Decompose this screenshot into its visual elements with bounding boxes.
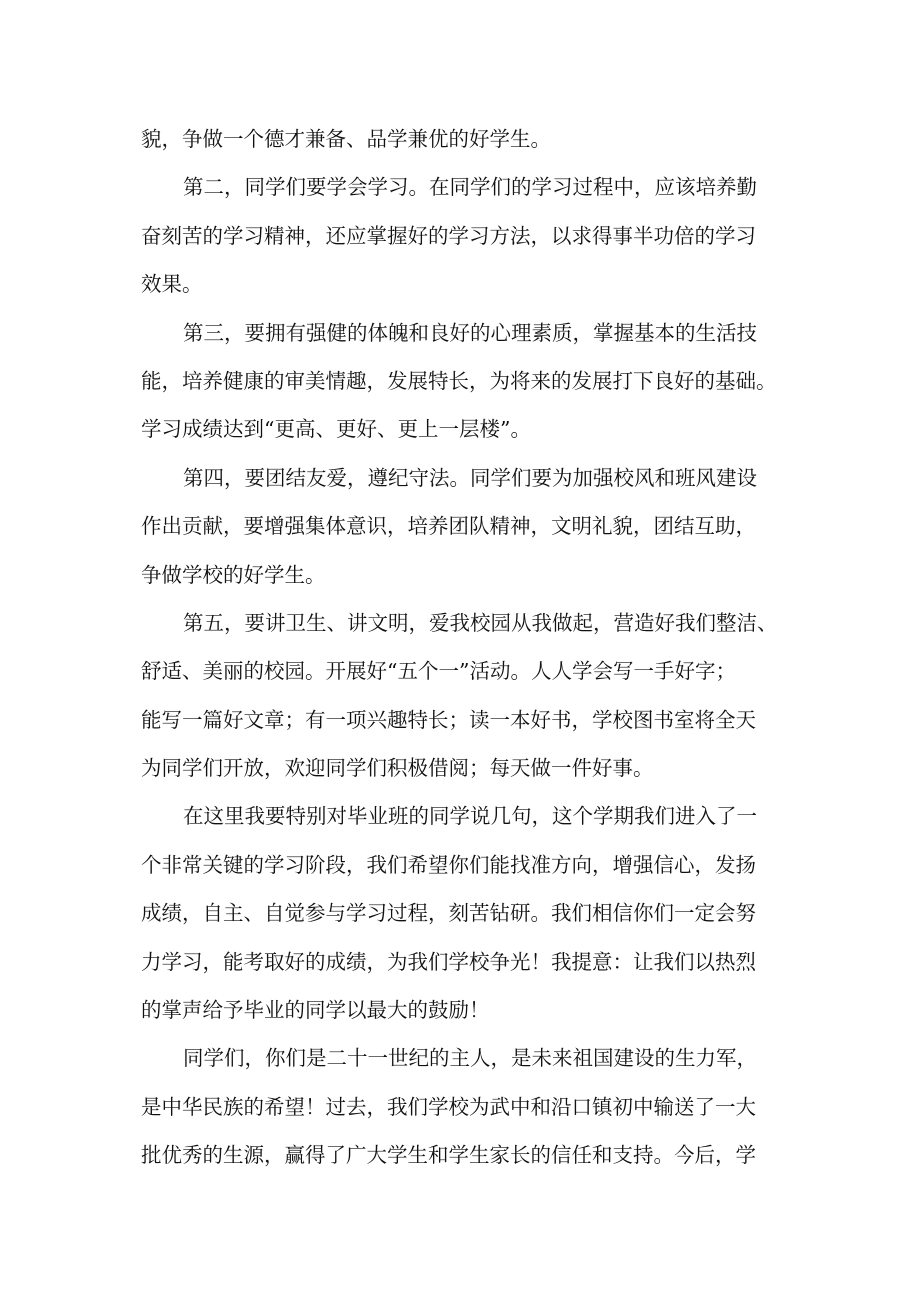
text-line: 为同学们开放，欢迎同学们积极借阅；每天做一件好事。 xyxy=(141,756,654,781)
text-line: 力学习，能考取好的成绩，为我们学校争光！我提意：让我们以热烈 xyxy=(141,949,756,974)
text-line: 第五，要讲卫生、讲文明，爱我校园从我做起，营造好我们整洁、 xyxy=(183,610,778,635)
text-line: 第三，要拥有强健的体魄和良好的心理素质，掌握基本的生活技 xyxy=(183,320,757,345)
text-line: 作出贡献，要增强集体意识，培养团队精神，文明礼貌，团结互助， xyxy=(141,514,756,539)
text-line: 第二，同学们要学会学习。在同学们的学习过程中，应该培养勤 xyxy=(183,175,757,200)
text-line: 争做学校的好学生。 xyxy=(141,562,326,587)
text-line: 能写一篇好文章；有一项兴趣特长；读一本好书，学校图书室将全天 xyxy=(141,707,756,732)
text-line: 貌，争做一个德才兼备、品学兼优的好学生。 xyxy=(141,127,551,151)
text-line: 是中华民族的希望！过去，我们学校为武中和沿口镇初中输送了一大 xyxy=(141,1094,756,1119)
text-line: 的掌声给予毕业的同学以最大的鼓励！ xyxy=(141,998,490,1023)
text-line: 舒适、美丽的校园。开展好“五个一”活动。人人学会写一手好字； xyxy=(141,659,736,684)
text-line: 效果。 xyxy=(141,272,203,297)
text-line: 学习成绩达到“更高、更好、更上一层楼”。 xyxy=(141,417,531,442)
text-line: 能，培养健康的审美情趣，发展特长，为将来的发展打下良好的基础。 xyxy=(141,368,777,393)
text-line: 同学们，你们是二十一世纪的主人，是未来祖国建设的生力军， xyxy=(183,1046,757,1071)
text-line: 奋刻苦的学习精神，还应掌握好的学习方法，以求得事半功倍的学习 xyxy=(141,223,756,248)
text-line: 成绩，自主、自觉参与学习过程，刻苦钻研。我们相信你们一定会努 xyxy=(141,901,756,926)
text-line: 个非常关键的学习阶段，我们希望你们能找准方向，增强信心，发扬 xyxy=(141,852,756,877)
body-text xyxy=(141,115,791,1180)
text-line: 在这里我要特别对毕业班的同学说几句，这个学期我们进入了一 xyxy=(183,804,757,829)
text-line: 批优秀的生源，赢得了广大学生和学生家长的信任和支持。今后，学 xyxy=(141,1143,756,1168)
text-line: 第四，要团结友爱，遵纪守法。同学们要为加强校风和班风建设 xyxy=(183,465,757,490)
